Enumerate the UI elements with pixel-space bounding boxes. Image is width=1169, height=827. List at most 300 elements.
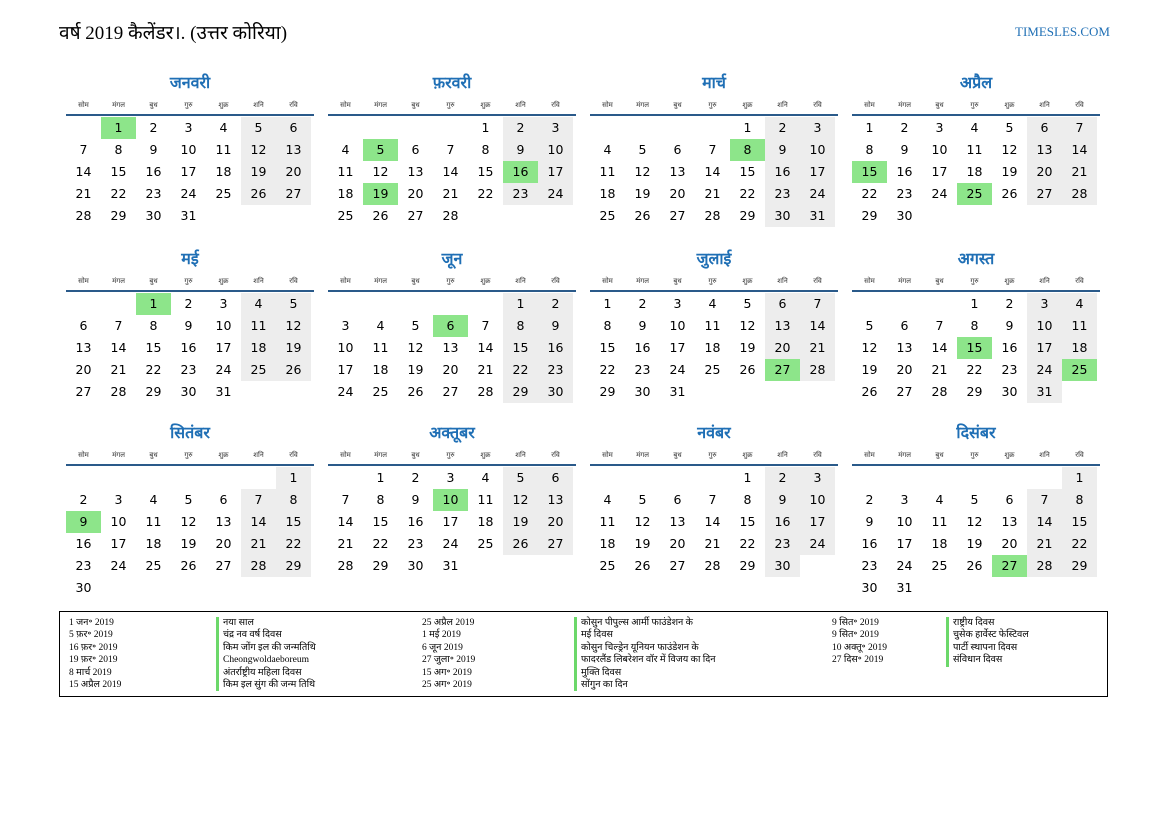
day-cell[interactable]: 7 [708, 142, 717, 157]
day-cell[interactable]: 21 [110, 362, 127, 377]
day-cell[interactable]: 21 [1062, 161, 1097, 183]
holiday-day-cell[interactable]: 1 [136, 293, 171, 315]
day-cell[interactable]: 15 [372, 514, 389, 529]
day-cell[interactable]: 17 [215, 340, 232, 355]
day-cell[interactable]: 24 [442, 536, 459, 551]
holiday-day-cell[interactable]: 1 [101, 117, 136, 139]
day-cell[interactable]: 5 [638, 492, 647, 507]
day-cell[interactable]: 26 [241, 183, 276, 205]
day-cell[interactable]: 22 [739, 186, 756, 201]
day-cell[interactable]: 20 [538, 511, 573, 533]
day-cell[interactable]: 26 [861, 384, 878, 399]
day-cell[interactable]: 3 [114, 492, 123, 507]
day-cell[interactable]: 7 [708, 492, 717, 507]
day-cell[interactable]: 22 [1062, 533, 1097, 555]
day-cell[interactable]: 2 [638, 296, 647, 311]
day-cell[interactable]: 8 [970, 318, 979, 333]
day-cell[interactable]: 26 [407, 384, 424, 399]
day-cell[interactable]: 22 [477, 186, 494, 201]
day-cell[interactable]: 30 [75, 580, 92, 595]
day-cell[interactable]: 17 [1027, 337, 1062, 359]
day-cell[interactable]: 22 [739, 536, 756, 551]
day-cell[interactable]: 1 [503, 293, 538, 315]
day-cell[interactable]: 4 [219, 120, 228, 135]
day-cell[interactable]: 19 [276, 337, 311, 359]
day-cell[interactable]: 26 [372, 208, 389, 223]
day-cell[interactable]: 22 [276, 533, 311, 555]
day-cell[interactable]: 15 [110, 164, 127, 179]
day-cell[interactable]: 15 [599, 340, 616, 355]
day-cell[interactable]: 17 [538, 161, 573, 183]
day-cell[interactable]: 2 [765, 117, 800, 139]
day-cell[interactable]: 29 [599, 384, 616, 399]
day-cell[interactable]: 9 [765, 489, 800, 511]
day-cell[interactable]: 3 [1027, 293, 1062, 315]
day-cell[interactable]: 6 [276, 117, 311, 139]
day-cell[interactable]: 19 [241, 161, 276, 183]
day-cell[interactable]: 20 [1027, 161, 1062, 183]
day-cell[interactable]: 31 [896, 580, 913, 595]
day-cell[interactable]: 20 [442, 362, 459, 377]
day-cell[interactable]: 6 [900, 318, 909, 333]
day-cell[interactable]: 15 [276, 511, 311, 533]
day-cell[interactable]: 5 [276, 293, 311, 315]
day-cell[interactable]: 19 [1001, 164, 1018, 179]
day-cell[interactable]: 8 [743, 492, 752, 507]
day-cell[interactable]: 2 [503, 117, 538, 139]
day-cell[interactable]: 25 [599, 558, 616, 573]
day-cell[interactable]: 5 [1005, 120, 1014, 135]
day-cell[interactable]: 13 [215, 514, 232, 529]
day-cell[interactable]: 11 [1062, 315, 1097, 337]
day-cell[interactable]: 16 [407, 514, 424, 529]
day-cell[interactable]: 1 [481, 120, 490, 135]
day-cell[interactable]: 1 [1062, 467, 1097, 489]
day-cell[interactable]: 29 [372, 558, 389, 573]
day-cell[interactable]: 23 [503, 183, 538, 205]
day-cell[interactable]: 4 [1062, 293, 1097, 315]
day-cell[interactable]: 8 [149, 318, 158, 333]
day-cell[interactable]: 28 [1062, 183, 1097, 205]
day-cell[interactable]: 15 [145, 340, 162, 355]
day-cell[interactable]: 7 [1062, 117, 1097, 139]
day-cell[interactable]: 1 [743, 470, 752, 485]
day-cell[interactable]: 13 [407, 164, 424, 179]
day-cell[interactable]: 13 [896, 340, 913, 355]
day-cell[interactable]: 23 [1001, 362, 1018, 377]
day-cell[interactable]: 17 [931, 164, 948, 179]
day-cell[interactable]: 30 [765, 205, 800, 227]
day-cell[interactable]: 1 [603, 296, 612, 311]
day-cell[interactable]: 1 [276, 467, 311, 489]
day-cell[interactable]: 28 [241, 555, 276, 577]
day-cell[interactable]: 4 [603, 492, 612, 507]
day-cell[interactable]: 16 [538, 337, 573, 359]
day-cell[interactable]: 12 [180, 514, 197, 529]
day-cell[interactable]: 6 [411, 142, 420, 157]
day-cell[interactable]: 12 [276, 315, 311, 337]
day-cell[interactable]: 18 [599, 186, 616, 201]
site-link[interactable]: TIMESLES.COM [1015, 24, 1110, 39]
day-cell[interactable]: 30 [861, 580, 878, 595]
holiday-day-cell[interactable]: 16 [503, 161, 538, 183]
holiday-day-cell[interactable]: 15 [957, 337, 992, 359]
day-cell[interactable]: 13 [276, 139, 311, 161]
day-cell[interactable]: 29 [861, 208, 878, 223]
day-cell[interactable]: 18 [704, 340, 721, 355]
day-cell[interactable]: 16 [765, 511, 800, 533]
day-cell[interactable]: 10 [538, 139, 573, 161]
day-cell[interactable]: 17 [180, 164, 197, 179]
day-cell[interactable]: 19 [180, 536, 197, 551]
day-cell[interactable]: 6 [219, 492, 228, 507]
day-cell[interactable]: 18 [241, 337, 276, 359]
day-cell[interactable]: 10 [180, 142, 197, 157]
day-cell[interactable]: 3 [800, 117, 835, 139]
day-cell[interactable]: 27 [215, 558, 232, 573]
day-cell[interactable]: 18 [337, 186, 354, 201]
day-cell[interactable]: 20 [75, 362, 92, 377]
day-cell[interactable]: 27 [407, 208, 424, 223]
day-cell[interactable]: 24 [1027, 359, 1062, 381]
day-cell[interactable]: 23 [145, 186, 162, 201]
day-cell[interactable]: 21 [75, 186, 92, 201]
day-cell[interactable]: 9 [765, 139, 800, 161]
day-cell[interactable]: 24 [931, 186, 948, 201]
day-cell[interactable]: 28 [337, 558, 354, 573]
day-cell[interactable]: 28 [1027, 555, 1062, 577]
day-cell[interactable]: 6 [538, 467, 573, 489]
day-cell[interactable]: 5 [970, 492, 979, 507]
day-cell[interactable]: 29 [966, 384, 983, 399]
day-cell[interactable]: 19 [739, 340, 756, 355]
day-cell[interactable]: 29 [503, 381, 538, 403]
day-cell[interactable]: 23 [75, 558, 92, 573]
day-cell[interactable]: 2 [149, 120, 158, 135]
day-cell[interactable]: 9 [184, 318, 193, 333]
day-cell[interactable]: 13 [442, 340, 459, 355]
day-cell[interactable]: 20 [215, 536, 232, 551]
day-cell[interactable]: 21 [442, 186, 459, 201]
day-cell[interactable]: 22 [110, 186, 127, 201]
day-cell[interactable]: 29 [739, 208, 756, 223]
day-cell[interactable]: 26 [180, 558, 197, 573]
day-cell[interactable]: 19 [861, 362, 878, 377]
holiday-day-cell[interactable]: 6 [433, 315, 468, 337]
day-cell[interactable]: 14 [337, 514, 354, 529]
day-cell[interactable]: 9 [538, 315, 573, 337]
day-cell[interactable]: 21 [800, 337, 835, 359]
day-cell[interactable]: 16 [896, 164, 913, 179]
day-cell[interactable]: 7 [446, 142, 455, 157]
day-cell[interactable]: 9 [900, 142, 909, 157]
holiday-day-cell[interactable]: 8 [730, 139, 765, 161]
day-cell[interactable]: 4 [149, 492, 158, 507]
day-cell[interactable]: 30 [1001, 384, 1018, 399]
day-cell[interactable]: 26 [966, 558, 983, 573]
day-cell[interactable]: 11 [145, 514, 162, 529]
day-cell[interactable]: 7 [481, 318, 490, 333]
day-cell[interactable]: 20 [669, 536, 686, 551]
day-cell[interactable]: 28 [477, 384, 494, 399]
day-cell[interactable]: 14 [800, 315, 835, 337]
day-cell[interactable]: 4 [481, 470, 490, 485]
day-cell[interactable]: 13 [669, 164, 686, 179]
day-cell[interactable]: 27 [669, 558, 686, 573]
day-cell[interactable]: 11 [931, 514, 948, 529]
day-cell[interactable]: 6 [673, 492, 682, 507]
day-cell[interactable]: 24 [669, 362, 686, 377]
day-cell[interactable]: 7 [800, 293, 835, 315]
day-cell[interactable]: 18 [931, 536, 948, 551]
day-cell[interactable]: 18 [599, 536, 616, 551]
day-cell[interactable]: 2 [184, 296, 193, 311]
day-cell[interactable]: 15 [739, 164, 756, 179]
day-cell[interactable]: 29 [739, 558, 756, 573]
day-cell[interactable]: 25 [372, 384, 389, 399]
day-cell[interactable]: 3 [538, 117, 573, 139]
day-cell[interactable]: 3 [446, 470, 455, 485]
day-cell[interactable]: 12 [861, 340, 878, 355]
day-cell[interactable]: 18 [372, 362, 389, 377]
day-cell[interactable]: 6 [765, 293, 800, 315]
day-cell[interactable]: 20 [276, 161, 311, 183]
day-cell[interactable]: 18 [145, 536, 162, 551]
day-cell[interactable]: 13 [75, 340, 92, 355]
day-cell[interactable]: 5 [241, 117, 276, 139]
day-cell[interactable]: 16 [75, 536, 92, 551]
day-cell[interactable]: 10 [337, 340, 354, 355]
day-cell[interactable]: 31 [1027, 381, 1062, 403]
day-cell[interactable]: 19 [634, 186, 651, 201]
day-cell[interactable]: 28 [110, 384, 127, 399]
day-cell[interactable]: 4 [603, 142, 612, 157]
day-cell[interactable]: 13 [765, 315, 800, 337]
day-cell[interactable]: 30 [634, 384, 651, 399]
day-cell[interactable]: 14 [477, 340, 494, 355]
day-cell[interactable]: 6 [1027, 117, 1062, 139]
day-cell[interactable]: 30 [538, 381, 573, 403]
day-cell[interactable]: 22 [372, 536, 389, 551]
holiday-day-cell[interactable]: 25 [957, 183, 992, 205]
day-cell[interactable]: 8 [603, 318, 612, 333]
day-cell[interactable]: 7 [1027, 489, 1062, 511]
day-cell[interactable]: 25 [599, 208, 616, 223]
holiday-day-cell[interactable]: 25 [1062, 359, 1097, 381]
day-cell[interactable]: 12 [634, 514, 651, 529]
day-cell[interactable]: 25 [337, 208, 354, 223]
day-cell[interactable]: 23 [896, 186, 913, 201]
day-cell[interactable]: 29 [1062, 555, 1097, 577]
day-cell[interactable]: 20 [765, 337, 800, 359]
day-cell[interactable]: 25 [477, 536, 494, 551]
day-cell[interactable]: 3 [184, 120, 193, 135]
day-cell[interactable]: 8 [503, 315, 538, 337]
day-cell[interactable]: 11 [599, 514, 616, 529]
day-cell[interactable]: 2 [538, 293, 573, 315]
day-cell[interactable]: 28 [800, 359, 835, 381]
holiday-day-cell[interactable]: 10 [433, 489, 468, 511]
day-cell[interactable]: 5 [743, 296, 752, 311]
day-cell[interactable]: 25 [145, 558, 162, 573]
day-cell[interactable]: 31 [800, 205, 835, 227]
day-cell[interactable]: 24 [538, 183, 573, 205]
day-cell[interactable]: 3 [800, 467, 835, 489]
day-cell[interactable]: 13 [669, 514, 686, 529]
day-cell[interactable]: 4 [341, 142, 350, 157]
day-cell[interactable]: 25 [931, 558, 948, 573]
day-cell[interactable]: 22 [861, 186, 878, 201]
day-cell[interactable]: 19 [407, 362, 424, 377]
day-cell[interactable]: 11 [372, 340, 389, 355]
day-cell[interactable]: 4 [708, 296, 717, 311]
day-cell[interactable]: 17 [800, 511, 835, 533]
day-cell[interactable]: 19 [634, 536, 651, 551]
day-cell[interactable]: 30 [407, 558, 424, 573]
day-cell[interactable]: 22 [966, 362, 983, 377]
day-cell[interactable]: 8 [276, 489, 311, 511]
day-cell[interactable]: 11 [477, 492, 494, 507]
day-cell[interactable]: 29 [276, 555, 311, 577]
day-cell[interactable]: 14 [110, 340, 127, 355]
day-cell[interactable]: 20 [896, 362, 913, 377]
day-cell[interactable]: 28 [75, 208, 92, 223]
day-cell[interactable]: 15 [1062, 511, 1097, 533]
day-cell[interactable]: 14 [704, 514, 721, 529]
day-cell[interactable]: 28 [442, 208, 459, 223]
day-cell[interactable]: 13 [1027, 139, 1062, 161]
day-cell[interactable]: 2 [79, 492, 88, 507]
holiday-day-cell[interactable]: 5 [363, 139, 398, 161]
day-cell[interactable]: 3 [219, 296, 228, 311]
day-cell[interactable]: 13 [1001, 514, 1018, 529]
day-cell[interactable]: 24 [896, 558, 913, 573]
day-cell[interactable]: 5 [503, 467, 538, 489]
day-cell[interactable]: 19 [503, 511, 538, 533]
day-cell[interactable]: 5 [184, 492, 193, 507]
day-cell[interactable]: 26 [276, 359, 311, 381]
day-cell[interactable]: 17 [800, 161, 835, 183]
day-cell[interactable]: 14 [241, 511, 276, 533]
day-cell[interactable]: 2 [865, 492, 874, 507]
day-cell[interactable]: 16 [861, 536, 878, 551]
day-cell[interactable]: 22 [599, 362, 616, 377]
day-cell[interactable]: 10 [669, 318, 686, 333]
day-cell[interactable]: 12 [739, 318, 756, 333]
day-cell[interactable]: 10 [215, 318, 232, 333]
holiday-day-cell[interactable]: 27 [765, 359, 800, 381]
day-cell[interactable]: 1 [743, 120, 752, 135]
day-cell[interactable]: 26 [1001, 186, 1018, 201]
day-cell[interactable]: 24 [337, 384, 354, 399]
day-cell[interactable]: 5 [411, 318, 420, 333]
day-cell[interactable]: 7 [79, 142, 88, 157]
day-cell[interactable]: 30 [896, 208, 913, 223]
day-cell[interactable]: 10 [800, 489, 835, 511]
day-cell[interactable]: 18 [215, 164, 232, 179]
day-cell[interactable]: 16 [1001, 340, 1018, 355]
day-cell[interactable]: 6 [79, 318, 88, 333]
day-cell[interactable]: 26 [634, 208, 651, 223]
day-cell[interactable]: 31 [669, 384, 686, 399]
day-cell[interactable]: 23 [634, 362, 651, 377]
day-cell[interactable]: 20 [669, 186, 686, 201]
day-cell[interactable]: 7 [341, 492, 350, 507]
day-cell[interactable]: 17 [669, 340, 686, 355]
day-cell[interactable]: 10 [931, 142, 948, 157]
day-cell[interactable]: 11 [241, 315, 276, 337]
day-cell[interactable]: 25 [704, 362, 721, 377]
day-cell[interactable]: 31 [180, 208, 197, 223]
day-cell[interactable]: 5 [638, 142, 647, 157]
day-cell[interactable]: 21 [704, 536, 721, 551]
day-cell[interactable]: 20 [407, 186, 424, 201]
day-cell[interactable]: 9 [1005, 318, 1014, 333]
day-cell[interactable]: 10 [800, 139, 835, 161]
day-cell[interactable]: 17 [896, 536, 913, 551]
day-cell[interactable]: 12 [1001, 142, 1018, 157]
day-cell[interactable]: 10 [110, 514, 127, 529]
day-cell[interactable]: 23 [765, 183, 800, 205]
day-cell[interactable]: 4 [376, 318, 385, 333]
holiday-day-cell[interactable]: 19 [363, 183, 398, 205]
day-cell[interactable]: 12 [503, 489, 538, 511]
holiday-day-cell[interactable]: 27 [992, 555, 1027, 577]
day-cell[interactable]: 14 [931, 340, 948, 355]
day-cell[interactable]: 1 [376, 470, 385, 485]
holiday-day-cell[interactable]: 15 [852, 161, 887, 183]
day-cell[interactable]: 31 [215, 384, 232, 399]
day-cell[interactable]: 18 [1062, 337, 1097, 359]
day-cell[interactable]: 21 [477, 362, 494, 377]
day-cell[interactable]: 14 [704, 164, 721, 179]
day-cell[interactable]: 3 [935, 120, 944, 135]
day-cell[interactable]: 24 [800, 533, 835, 555]
day-cell[interactable]: 2 [765, 467, 800, 489]
day-cell[interactable]: 25 [215, 186, 232, 201]
day-cell[interactable]: 28 [704, 558, 721, 573]
day-cell[interactable]: 23 [407, 536, 424, 551]
day-cell[interactable]: 6 [673, 142, 682, 157]
day-cell[interactable]: 26 [634, 558, 651, 573]
day-cell[interactable]: 27 [75, 384, 92, 399]
day-cell[interactable]: 15 [739, 514, 756, 529]
day-cell[interactable]: 16 [145, 164, 162, 179]
day-cell[interactable]: 3 [341, 318, 350, 333]
day-cell[interactable]: 27 [1027, 183, 1062, 205]
day-cell[interactable]: 10 [896, 514, 913, 529]
day-cell[interactable]: 12 [241, 139, 276, 161]
day-cell[interactable]: 11 [337, 164, 354, 179]
day-cell[interactable]: 6 [1005, 492, 1014, 507]
day-cell[interactable]: 11 [599, 164, 616, 179]
day-cell[interactable]: 26 [503, 533, 538, 555]
day-cell[interactable]: 20 [1001, 536, 1018, 551]
day-cell[interactable]: 13 [538, 489, 573, 511]
day-cell[interactable]: 21 [337, 536, 354, 551]
day-cell[interactable]: 12 [372, 164, 389, 179]
day-cell[interactable]: 24 [215, 362, 232, 377]
day-cell[interactable]: 7 [114, 318, 123, 333]
day-cell[interactable]: 12 [407, 340, 424, 355]
day-cell[interactable]: 4 [241, 293, 276, 315]
day-cell[interactable]: 23 [765, 533, 800, 555]
day-cell[interactable]: 14 [75, 164, 92, 179]
day-cell[interactable]: 23 [538, 359, 573, 381]
day-cell[interactable]: 27 [276, 183, 311, 205]
day-cell[interactable]: 15 [503, 337, 538, 359]
day-cell[interactable]: 28 [704, 208, 721, 223]
